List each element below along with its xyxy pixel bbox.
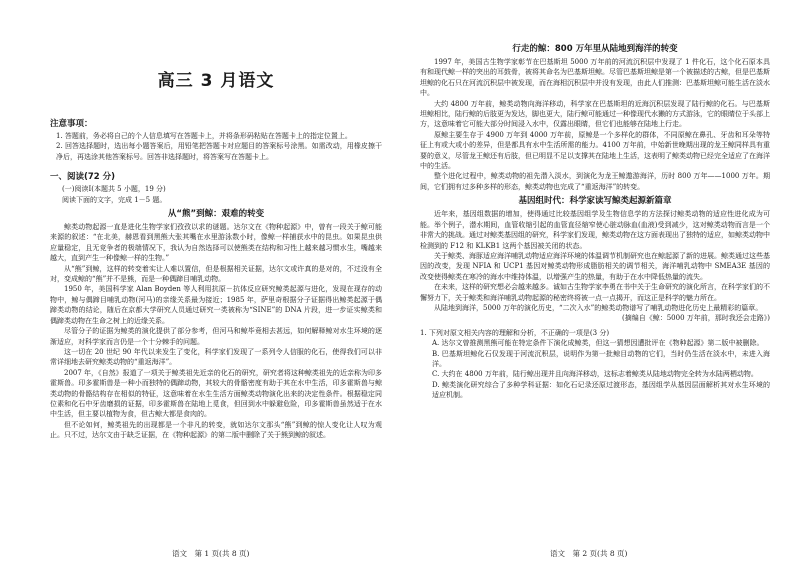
paragraph: 在未来，这样的研究想必会越来越多。诚如古生物学家李勇在书中关于生命研究的演化所言，在科学家们的不懈努力下，关于鲸类和海洋哺乳动物起源的秘密终将被一点一点揭开，而这正是科学的魅力所在。 (420, 283, 770, 302)
paragraph: 尽管分子的证据为鲸类的演化提供了部分参考，但河马和鲸毕竟相去甚远，如何解释鲸对水生环境的逐渐适应，对科学家而言仍是一个十分棘手的问题。 (50, 327, 382, 346)
paragraph: 但不论如何，鲸类祖先的出现都是一个非凡的转变，就如达尔文那头“熊”到鲸的惊人变化让人叹为观止。只不过，达尔文由于缺乏证据，在《物种起源》的第二版中删除了关于熊到鲸的叙述。 (50, 420, 382, 440)
section-title: 基因组时代：科学家读写鲸类起源新篇章 (518, 196, 672, 207)
paragraph: 这一切在 20 世纪 90 年代以来发生了变化，科学家们发现了一系列令人信服的化石，使得我们可以非常详细地去研究鲸类动物的“重返海洋”。 (50, 347, 382, 367)
section-heading: 一、阅读(72 分) (50, 172, 116, 183)
answer-option-d: D. 鲸类演化研究综合了多种学科证据：如化石记录还原过渡形态，基因组学从基因层面解析其对水生环境的适应机制。 (432, 380, 770, 400)
section-title: 行走的鲸：800 万年里从陆地到海洋的转变 (512, 44, 678, 54)
paragraph: 2007 年，《自然》报道了一项关于鲸类祖先近亲的化石的研究，研究者将这种鲸类祖先的近亲称为印多霍斯兽。印多霍斯兽是一种小而独特的偶蹄动物，其较大的骨骼密度有助于其在水中生活，印多霍斯兽与鲸类动物的骨骼结构存在相似的特征，这意味着在水生生活方面鲸类动物演化出来的决定性条件。根据稳定同位素和化石中牙齿磨损的证据，印多霍斯兽在陆地上觅食，但回到水中躲避危险，印多霍斯兽虽然适于在水中生活，但主要以植物为食，但古鲸大都是食肉的。 (50, 368, 382, 419)
source-citation: (摘编自《鲸：5000 万年前，那时我还会走路》) (621, 314, 770, 323)
answer-option-a: A. 达尔文曾推测黑熊可能在特定条件下演化成鲸类，但这一猜想因遭批评在《物种起源》第二版中被删除。 (432, 339, 764, 348)
paragraph: 大约 4800 万年前，鲸类动物向海洋移动，科学家在巴基斯坦的近海沉积层发现了陆行鲸的化石。与巴基斯坦鲸相比，陆行鲸的后肢更为发达，脚也更大，陆行鲸可能通过一种像现代水獭的方式游泳，它的眼睛位于头部上方，这意味着它可能大部分时间浸入水中，仅露出眼睛，但它们也能够在陆地上行走。 (420, 99, 770, 129)
article-title: 从“熊”到鲸：艰难的转变 (167, 209, 265, 220)
paragraph: 关于鲸类、海豚适应海洋哺乳动物适应海洋环境的体温调节机制研究也在鲸起源了新的进展。鲸类通过这些基因的改变，发现 NFIA 和 UCP1 基因对鲸类动物形成脂肪相关的调节相关，海洋哺乳动物中 SMEA3E 基因的改变使得鲸类在寒冷的海水中维持体温，以增强产生的热量，有助于在水中降低热量的流失。 (420, 251, 770, 281)
paragraph: 从陆地到海洋，5000 万年的演化历史，“二次入水”的鲸类动物谱写了哺乳动物进化历史上最精彩的篇章。 (434, 303, 763, 312)
notice-item: 2. 回答选择题时，选出每小题答案后，用铅笔把答题卡对应题目的答案标号涂黑。如需改动，用橡皮擦干净后，再选涂其他答案标号。回答非选择题时，将答案写在答题卡上。 (56, 142, 382, 161)
paragraph: 近年来，基因组数据的增加，使得通过比较基因组学及生物信息学的方法探讨鲸类动物的适应性进化成为可能。举个例子，潜水期间，血管收缩引起的血管直径缩窄使心脏动脉血(血液)受到减少，这对鲸类动物而言是一个非常大的挑战。通过对鲸类基因组的研究，科学家们发现，鲸类动物在这方面表现出了独特的适应，如鲸类动物中检测到的 F12 和 KLKB1 这两个基因被关闭的状态。 (420, 210, 770, 250)
paragraph: 1950 年，美国科学家 Alan Boyden 等人利用抗原－抗体反应研究鲸类起源与进化，发现在现存的动物中，鲸与偶蹄目哺乳动物(河马)的亲缘关系最为接近；1985 年，萨里奇根据分子证据得出鲸类起源于偶蹄类动物的结论，随后在京都大学研究人员通过研究一类被称为“SINE”的 DNA 片段，进一步证实鲸类和偶蹄类动物在生命之树上的近缘关系。 (50, 285, 382, 325)
page-footer-right: 语文 第 2 页(共 8 页) (550, 549, 628, 558)
exam-title: 高三 3 月语文 (157, 71, 275, 91)
answer-option-c: C. 大约在 4800 万年前，陆行鲸出现并且向海洋移动，这标志着鲸类从陆地动物完全转为水陆两栖动物。 (432, 370, 758, 379)
paragraph: 鲸类动物起源一直是进化生物学家们孜孜以求的谜题。达尔文在《物种起源》中，曾有一段关于鲸可能来源的叙述：“在北美，赫恩看到黑熊大张其嘴在水里游泳数小时，像鲸一样捕获水中的昆虫。如果昆虫供应量稳定，且无竞争者的极端情况下，我认为自然选择可以使熊类在结构和习性上越来越习惯水生，嘴越来越大，直到产生一种像鲸一样的生物。” (50, 223, 382, 263)
paragraph: 1997 年，美国古生物学家彰节在巴基斯坦 5000 万年前的河流沉积层中发现了 1 件化石，这个化石原本具有和现代鲸一样的突出的耳鼓骨，被将其命名为巴基斯坦鲸。尽管巴基斯坦鲸是第一个被描述的古鲸，但是巴基斯坦鲸的化石只在河流沉积层中被发现，而在海相沉积层中并没有发现，由此人们推测：巴基斯坦鲸可能生活在淡水中。 (420, 58, 770, 98)
right-page (400, 0, 800, 579)
paragraph: 整个进化过程中，鲸类动物的祖先潜入淡水，到演化为龙王鲸遨游海洋，历时 800 万年——1000 万年。期间，它们拥有过多种多样的形态，鲸类动物也完成了“重返海洋”的转变。 (420, 172, 770, 191)
subsection-heading: (一)阅读Ⅰ(本题共 5 小题，19 分) (62, 185, 166, 194)
paragraph: 原鲸主要生存于 4900 万年到 4000 万年前，原鲸是一个多样化的群体，不同原鲸在鼻孔、牙齿和耳朵等特征上有或大或小的差异，但是都具有水中生活所需的能力。4100 万年前，中始新世晚期出现的龙王鲸同样具有重要的意义，尽管龙王鲸还有后肢，但已明显不足以支撑其在陆地上生活，这表明了鲸类动物已经完全适应了在海洋中的生活。 (420, 130, 770, 171)
paragraph: 从“熊”到鲸，这样的转变着实让人难以置信，但是根据相关证据，达尔文或许真的是对的，不过没有全对，变成鲸的“熊”并不是熊，而是一种偶蹄目哺乳动物。 (50, 264, 382, 284)
answer-option-b: B. 巴基斯坦鲸化石仅发现于河流沉积层，说明作为第一批鲸目动物的它们，当时仍生活在淡水中，未进入海洋。 (432, 349, 770, 368)
notice-item: 1. 答题前，务必将自己的个人信息填写在答题卡上，并将条形码粘贴在答题卡上的指定位置上。 (56, 132, 352, 140)
notice-heading: 注意事项： (50, 119, 93, 129)
question-stem: 1. 下列对原文相关内容的理解和分析，不正确的一项是(3 分) (420, 328, 610, 337)
page-footer-left: 语文 第 1 页(共 8 页) (172, 549, 250, 558)
instruction: 阅读下面的文字，完成 1－5 题。 (62, 195, 167, 204)
